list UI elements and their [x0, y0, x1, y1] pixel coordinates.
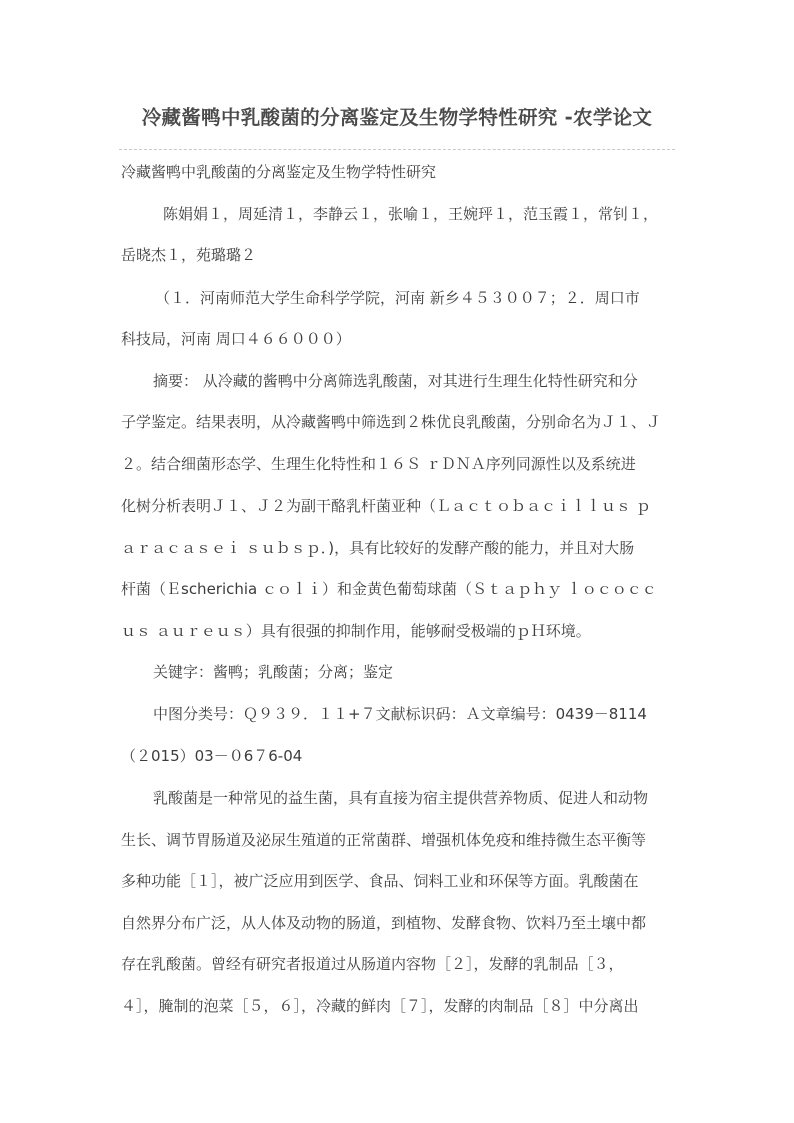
authors-line: 陈娟娟１，周延清１，李静云１，张喻１，王婉玶１，范玉霞１，常钊１， [163, 205, 659, 223]
classification-line: （２015）03－０6７6-04 [121, 747, 303, 765]
abstract-line: 化树分析表明Ｊ１、Ｊ２为副干酪乳杆菌亚种（Ｌａｃｔｏｂａｃｉｌｌｕｓ ｐ [121, 497, 651, 515]
abstract-line: ａｒａｃａｓｅｉ ｓｕｂｓｐ．)，具有比较好的发酵产酸的能力，并且对大肠 [121, 539, 635, 557]
authors-line: 岳晓杰１，苑璐璐２ [121, 246, 257, 264]
body-line: ４］，腌制的泡菜［５，６］，冷藏的鲜肉［７］，发酵的肉制品［８］中分离出 [121, 997, 639, 1015]
body-line: 多种功能［１］，被广泛应用到医学、食品、饲料工业和环保等方面。乳酸菌在 [121, 872, 639, 890]
body-line: 自然界分布广泛，从人体及动物的肠道，到植物、发酵食物、饮料乃至土壤中都 [121, 914, 647, 932]
document-title: 冷藏酱鸭中乳酸菌的分离鉴定及生物学特性研究 -农学论文 [141, 106, 653, 129]
abstract-line: 摘要： 从冷藏的酱鸭中分离筛选乳酸菌，对其进行生理生化特性研究和分 [153, 372, 638, 390]
affiliation-line: 科技局，河南 周口４６６０００） [121, 330, 351, 348]
abstract-line: ２。结合细菌形态学、生理生化特性和１６Ｓ ｒＤＮＡ序列同源性以及系统进 [121, 455, 636, 473]
subtitle-line: 冷藏酱鸭中乳酸菌的分离鉴定及生物学特性研究 [121, 163, 437, 181]
abstract-line: 杆菌（Ｅscherichia ｃｏｌｉ）和金黄色葡萄球菌（Ｓｔａｐｈｙ ｌｏｃｏｃｃ [121, 580, 657, 598]
abstract-line: 子学鉴定。结果表明，从冷藏酱鸭中筛选到２株优良乳酸菌，分别命名为Ｊ１、Ｊ [121, 413, 662, 431]
keywords-line: 关键字：酱鸭；乳酸菌；分离；鉴定 [153, 663, 394, 681]
body-line: 存在乳酸菌。曾经有研究者报道过从肠道内容物［２］，发酵的乳制品［３， [121, 955, 624, 973]
classification-line: 中图分类号：Ｑ９３９．１１+７文献标识码：Ａ文章编号：0439－8114 [153, 705, 647, 723]
body-line: 生长、调节胃肠道及泌尿生殖道的正常菌群、增强机体免疫和维持微生态平衡等 [121, 831, 647, 849]
title-divider [119, 149, 675, 150]
body-line: 乳酸菌是一种常见的益生菌，具有直接为宿主提供营养物质、促进人和动物 [153, 789, 649, 807]
affiliation-line: （１．河南师范大学生命科学学院，河南 新乡４５３００７；２．周口市 [155, 289, 640, 307]
abstract-line: ｕｓ ａｕｒｅｕｓ）具有很强的抑制作用，能够耐受极端的ｐＨ环境。 [121, 622, 591, 640]
